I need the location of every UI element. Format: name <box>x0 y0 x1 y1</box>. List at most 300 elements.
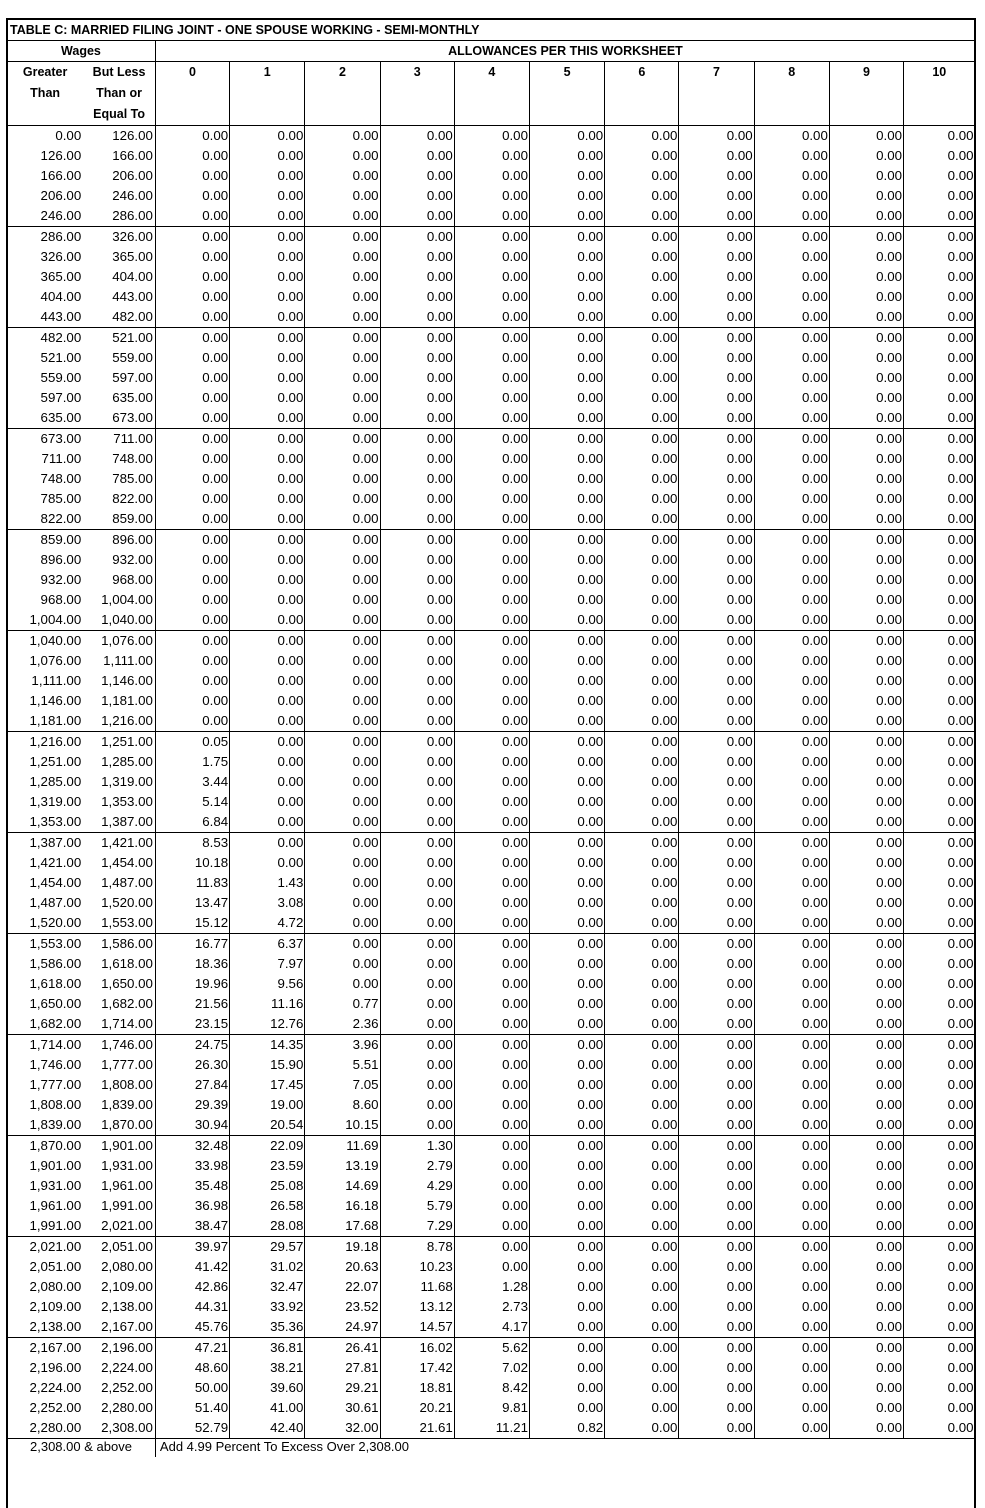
allowance-value-cell: 0.00 <box>529 772 604 792</box>
title-row <box>7 19 975 41</box>
allowance-value-cell: 0.00 <box>230 368 305 388</box>
allowance-value-cell: 0.00 <box>754 348 829 368</box>
allowance-value-cell: 0.00 <box>829 752 903 772</box>
allowance-value-cell: 0.00 <box>829 368 903 388</box>
allowance-value-cell: 0.00 <box>380 408 454 429</box>
wage-greater-than-cell: 2,109.00 <box>29 1299 82 1314</box>
table-row <box>7 590 975 610</box>
allowance-value-cell: 0.00 <box>529 267 604 287</box>
wage-greater-than-cell: 1,319.00 <box>29 794 82 809</box>
table-row <box>7 247 975 267</box>
wage-less-than-cell: 126.00 <box>83 126 155 147</box>
allowance-value-cell: 0.00 <box>754 711 829 732</box>
wage-greater-than-cell: 2,051.00 <box>29 1259 82 1274</box>
allowance-value-cell: 0.00 <box>305 530 380 551</box>
allowance-value-cell: 0.00 <box>904 530 975 551</box>
wage-less-than-cell: 785.00 <box>83 469 155 489</box>
allowance-value-cell: 0.00 <box>454 287 529 307</box>
allowance-value-cell: 0.00 <box>529 1156 604 1176</box>
wage-less-than-cell: 2,280.00 <box>83 1398 155 1418</box>
allowance-value-cell: 0.00 <box>305 853 380 873</box>
wage-less-than-cell: 559.00 <box>83 348 155 368</box>
allowance-value-cell: 0.00 <box>679 408 754 429</box>
allowance-value-cell: 7.05 <box>305 1075 380 1095</box>
allowance-value-cell: 0.00 <box>230 732 305 753</box>
allowance-value-cell: 0.00 <box>380 267 454 287</box>
allowance-value-cell: 27.84 <box>155 1075 229 1095</box>
allowance-value-cell: 0.00 <box>454 873 529 893</box>
allowance-value-cell: 7.29 <box>380 1216 454 1237</box>
allowance-value-cell: 0.00 <box>380 812 454 833</box>
allowance-value-cell: 0.00 <box>904 1196 975 1216</box>
allowance-value-cell: 0.00 <box>904 146 975 166</box>
wage-greater-than-cell: 1,520.00 <box>7 913 83 934</box>
allowance-value-cell: 16.02 <box>380 1338 454 1359</box>
allowance-value-cell: 20.21 <box>380 1398 454 1418</box>
allowance-value-cell: 0.00 <box>155 671 229 691</box>
table-row <box>7 1095 975 1115</box>
allowance-value-cell: 0.00 <box>529 1358 604 1378</box>
allowance-value-cell: 9.56 <box>230 974 305 994</box>
allowance-value-cell: 0.00 <box>305 792 380 812</box>
allowance-value-cell: 0.00 <box>679 570 754 590</box>
allowance-value-cell: 11.16 <box>230 994 305 1014</box>
allowance-value-cell: 0.00 <box>305 913 380 934</box>
allowance-value-cell: 0.00 <box>380 146 454 166</box>
allowance-value-cell: 0.00 <box>454 590 529 610</box>
wage-less-than-cell: 1,146.00 <box>83 671 155 691</box>
allowance-value-cell: 0.00 <box>605 1176 679 1196</box>
table-row <box>7 1277 975 1297</box>
allowance-value-cell: 0.00 <box>754 1136 829 1157</box>
allowance-value-cell: 0.00 <box>829 530 903 551</box>
allowance-value-cell: 0.00 <box>380 469 454 489</box>
wage-greater-than-cell: 859.00 <box>40 532 82 547</box>
allowance-value-cell: 2.73 <box>454 1297 529 1317</box>
wage-greater-than-cell: 1,076.00 <box>29 653 82 668</box>
allowance-value-cell: 0.00 <box>605 1055 679 1075</box>
wage-less-than-cell: 1,454.00 <box>83 853 155 873</box>
wage-less-than-cell: 673.00 <box>83 408 155 429</box>
allowance-value-cell: 0.00 <box>605 954 679 974</box>
allowance-value-cell: 0.00 <box>754 873 829 893</box>
allowance-value-cell: 0.00 <box>829 287 903 307</box>
allowance-value-cell: 0.00 <box>380 328 454 349</box>
wage-greater-than-cell: 521.00 <box>40 350 82 365</box>
allowance-value-cell: 39.60 <box>230 1378 305 1398</box>
wage-greater-than-cell: 597.00 <box>40 390 82 405</box>
allowance-value-cell: 0.00 <box>829 853 903 873</box>
allowance-value-cell: 0.00 <box>230 287 305 307</box>
allowance-value-cell: 0.00 <box>754 1216 829 1237</box>
allowance-value-cell: 41.00 <box>230 1398 305 1418</box>
wage-less-than-cell: 1,251.00 <box>83 732 155 753</box>
allowance-value-cell: 0.00 <box>754 994 829 1014</box>
table-row <box>7 1317 975 1338</box>
allowance-value-cell: 0.00 <box>230 408 305 429</box>
allowance-value-cell: 0.00 <box>380 550 454 570</box>
allowance-value-cell: 0.00 <box>605 348 679 368</box>
allowance-value-cell: 17.42 <box>380 1358 454 1378</box>
allowance-value-cell: 0.00 <box>754 509 829 530</box>
wage-greater-than-cell: 1,251.00 <box>29 754 82 769</box>
allowance-value-cell: 0.00 <box>305 651 380 671</box>
allowance-value-cell: 0.00 <box>454 206 529 227</box>
allowance-value-cell: 0.00 <box>904 1398 975 1418</box>
allowance-value-cell: 0.00 <box>829 1398 903 1418</box>
allowance-value-cell: 0.00 <box>754 752 829 772</box>
allowance-value-cell: 0.00 <box>155 388 229 408</box>
table-row <box>7 752 975 772</box>
wage-less-than-cell: 2,167.00 <box>83 1317 155 1338</box>
table-row <box>7 1398 975 1418</box>
allowance-value-cell: 0.00 <box>904 631 975 652</box>
allowance-value-cell: 0.00 <box>904 853 975 873</box>
allowance-value-cell: 0.00 <box>904 994 975 1014</box>
allowance-value-cell: 20.63 <box>305 1257 380 1277</box>
allowance-value-cell: 10.23 <box>380 1257 454 1277</box>
allowance-value-cell: 14.69 <box>305 1176 380 1196</box>
wage-less-than-cell: 1,961.00 <box>83 1176 155 1196</box>
allowance-value-cell: 0.00 <box>904 1257 975 1277</box>
table-row <box>7 1216 975 1237</box>
table-row <box>7 1055 975 1075</box>
allowance-value-cell: 0.00 <box>454 691 529 711</box>
allowance-value-cell: 0.00 <box>679 1398 754 1418</box>
allowance-value-cell: 0.00 <box>754 1257 829 1277</box>
allowance-value-cell: 0.00 <box>454 934 529 955</box>
allowance-value-cell: 0.00 <box>679 469 754 489</box>
allowance-value-cell: 0.00 <box>904 1115 975 1136</box>
wage-greater-than-cell: 1,454.00 <box>29 875 82 890</box>
allowance-value-cell: 0.00 <box>904 126 975 147</box>
allowance-value-cell: 38.21 <box>230 1358 305 1378</box>
allowance-value-cell: 0.00 <box>829 227 903 248</box>
allowance-value-cell: 18.36 <box>155 954 229 974</box>
allowance-value-cell: 0.00 <box>305 126 380 147</box>
allowance-value-cell: 0.00 <box>829 812 903 833</box>
table-row <box>7 1257 975 1277</box>
wage-less-than-cell: 1,004.00 <box>83 590 155 610</box>
allowance-value-cell: 0.00 <box>904 1378 975 1398</box>
allowance-value-cell: 21.61 <box>380 1418 454 1439</box>
allowance-value-cell: 0.00 <box>529 146 604 166</box>
allowance-value-cell: 0.00 <box>679 1115 754 1136</box>
allowance-value-cell: 8.60 <box>305 1095 380 1115</box>
allowance-value-cell: 0.00 <box>679 1095 754 1115</box>
allowance-value-cell: 0.00 <box>605 1237 679 1258</box>
wage-less-than-cell: 482.00 <box>83 307 155 328</box>
allowance-value-cell: 10.18 <box>155 853 229 873</box>
wage-greater-than-cell: 1,618.00 <box>29 976 82 991</box>
allowance-value-cell: 0.00 <box>605 328 679 349</box>
allowance-value-cell: 0.00 <box>380 1014 454 1035</box>
allowance-value-cell: 0.00 <box>904 590 975 610</box>
allowance-value-cell: 0.00 <box>605 449 679 469</box>
table-row <box>7 833 975 854</box>
allowance-value-cell: 0.00 <box>605 227 679 248</box>
allowance-value-cell: 26.30 <box>155 1055 229 1075</box>
allowance-value-cell: 0.00 <box>904 368 975 388</box>
wage-less-than-cell: 443.00 <box>83 287 155 307</box>
allowance-value-cell: 0.00 <box>679 1237 754 1258</box>
wage-greater-than-cell: 1,746.00 <box>29 1057 82 1072</box>
allowance-value-cell: 0.00 <box>529 1277 604 1297</box>
allowance-value-cell: 0.00 <box>380 368 454 388</box>
allowance-value-cell: 0.00 <box>454 408 529 429</box>
allowance-value-cell: 0.00 <box>305 732 380 753</box>
allowance-value-cell: 0.00 <box>454 1035 529 1056</box>
wage-greater-than-cell: 1,387.00 <box>29 835 82 850</box>
allowance-value-cell: 0.00 <box>829 348 903 368</box>
allowance-value-cell: 0.00 <box>605 1297 679 1317</box>
allowance-value-cell: 0.00 <box>754 126 829 147</box>
allowance-value-cell: 0.00 <box>305 671 380 691</box>
allowance-value-cell: 0.00 <box>829 1418 903 1439</box>
allowance-value-cell: 0.00 <box>679 711 754 732</box>
allowance-value-cell: 0.00 <box>754 913 829 934</box>
allowance-value-cell: 0.00 <box>230 530 305 551</box>
allowance-value-cell: 15.90 <box>230 1055 305 1075</box>
table-row <box>7 853 975 873</box>
allowance-value-cell: 0.00 <box>230 348 305 368</box>
allowance-value-cell: 0.00 <box>380 590 454 610</box>
allowance-value-cell: 0.00 <box>829 469 903 489</box>
allowance-value-cell: 0.00 <box>454 1014 529 1035</box>
allowance-value-cell: 0.00 <box>754 328 829 349</box>
allowance-value-cell: 0.00 <box>605 671 679 691</box>
allowance-value-cell: 0.00 <box>380 489 454 509</box>
allowance-value-cell: 0.00 <box>454 1115 529 1136</box>
allowance-value-cell: 0.00 <box>529 1378 604 1398</box>
allowance-value-cell: 0.00 <box>605 913 679 934</box>
allowance-value-cell: 0.00 <box>904 328 975 349</box>
allowance-value-cell: 0.00 <box>605 732 679 753</box>
allowance-value-cell: 22.07 <box>305 1277 380 1297</box>
allowance-value-cell: 0.00 <box>380 651 454 671</box>
allowance-value-cell: 0.00 <box>679 772 754 792</box>
wage-greater-than-cell: 2,224.00 <box>29 1380 82 1395</box>
wage-less-than-cell: 1,076.00 <box>83 631 155 652</box>
allowance-value-cell: 0.00 <box>679 873 754 893</box>
col-header-allowance-3: 3 <box>380 62 454 126</box>
allowance-value-cell: 0.00 <box>230 631 305 652</box>
allowance-value-cell: 0.00 <box>754 631 829 652</box>
allowance-value-cell: 0.00 <box>829 408 903 429</box>
allowance-value-cell: 0.00 <box>605 469 679 489</box>
allowance-value-cell: 0.00 <box>529 671 604 691</box>
table-row <box>7 994 975 1014</box>
table-row <box>7 1014 975 1035</box>
allowance-value-cell: 0.00 <box>380 1035 454 1056</box>
allowance-value-cell: 16.77 <box>155 934 229 955</box>
table-row <box>7 1418 975 1439</box>
table-row <box>7 651 975 671</box>
allowance-value-cell: 0.00 <box>605 772 679 792</box>
allowance-value-cell: 0.00 <box>904 1338 975 1359</box>
allowance-value-cell: 0.00 <box>754 1095 829 1115</box>
allowance-value-cell: 0.00 <box>754 954 829 974</box>
allowance-value-cell: 0.00 <box>529 186 604 206</box>
allowance-value-cell: 0.00 <box>380 833 454 854</box>
allowance-value-cell: 3.44 <box>155 772 229 792</box>
allowance-value-cell: 0.00 <box>679 530 754 551</box>
allowance-value-cell: 0.00 <box>904 651 975 671</box>
allowance-value-cell: 0.00 <box>155 328 229 349</box>
allowance-value-cell: 0.00 <box>605 974 679 994</box>
allowance-value-cell: 0.00 <box>605 206 679 227</box>
allowance-value-cell: 0.00 <box>454 307 529 328</box>
allowance-value-cell: 47.21 <box>155 1338 229 1359</box>
allowance-value-cell: 0.00 <box>305 812 380 833</box>
allowance-value-cell: 0.00 <box>829 772 903 792</box>
allowance-value-cell: 0.00 <box>829 1277 903 1297</box>
allowance-value-cell: 0.00 <box>380 691 454 711</box>
allowance-value-cell: 0.00 <box>454 1257 529 1277</box>
wage-greater-than-cell: 1,931.00 <box>29 1178 82 1193</box>
allowance-value-cell: 0.00 <box>155 489 229 509</box>
allowance-value-cell: 0.00 <box>904 772 975 792</box>
allowance-value-cell: 0.00 <box>679 449 754 469</box>
allowance-value-cell: 0.00 <box>230 610 305 631</box>
allowance-value-cell: 0.00 <box>904 732 975 753</box>
allowance-value-cell: 0.00 <box>529 489 604 509</box>
allowance-value-cell: 4.29 <box>380 1176 454 1196</box>
allowance-value-cell: 0.00 <box>754 388 829 408</box>
allowance-value-cell: 23.15 <box>155 1014 229 1035</box>
allowance-value-cell: 0.00 <box>230 812 305 833</box>
allowance-value-cell: 0.00 <box>305 166 380 186</box>
allowance-value-cell: 13.47 <box>155 893 229 913</box>
allowance-value-cell: 0.00 <box>230 429 305 450</box>
allowance-value-cell: 0.00 <box>605 186 679 206</box>
allowance-value-cell: 0.00 <box>454 166 529 186</box>
allowance-value-cell: 19.18 <box>305 1237 380 1258</box>
allowance-value-cell: 0.00 <box>605 429 679 450</box>
allowance-value-cell: 0.00 <box>904 429 975 450</box>
allowance-value-cell: 0.00 <box>829 206 903 227</box>
allowance-value-cell: 0.00 <box>529 1338 604 1359</box>
allowance-value-cell: 0.00 <box>679 489 754 509</box>
allowance-value-cell: 28.08 <box>230 1216 305 1237</box>
allowance-value-cell: 0.00 <box>380 792 454 812</box>
allowance-value-cell: 0.00 <box>829 429 903 450</box>
table-row <box>7 509 975 530</box>
allowance-value-cell: 24.75 <box>155 1035 229 1056</box>
allowance-value-cell: 0.00 <box>754 1156 829 1176</box>
allowance-value-cell: 0.00 <box>904 610 975 631</box>
allowance-value-cell: 0.00 <box>454 752 529 772</box>
allowance-value-cell: 0.00 <box>529 974 604 994</box>
table-row <box>7 550 975 570</box>
allowance-value-cell: 0.00 <box>380 954 454 974</box>
allowance-value-cell: 0.00 <box>380 994 454 1014</box>
allowance-value-cell: 0.00 <box>679 146 754 166</box>
wage-greater-than-cell: 2,280.00 <box>7 1418 83 1439</box>
allowance-value-cell: 0.00 <box>529 934 604 955</box>
allowance-value-cell: 11.69 <box>305 1136 380 1157</box>
table-row <box>7 1358 975 1378</box>
allowance-value-cell: 0.00 <box>829 449 903 469</box>
allowance-value-cell: 0.00 <box>904 1237 975 1258</box>
allowances-header: ALLOWANCES PER THIS WORKSHEET <box>155 41 975 62</box>
allowance-value-cell: 0.00 <box>305 186 380 206</box>
wage-less-than-cell: 1,870.00 <box>83 1115 155 1136</box>
allowance-value-cell: 0.00 <box>904 711 975 732</box>
allowance-value-cell: 0.00 <box>380 671 454 691</box>
allowance-value-cell: 52.79 <box>155 1418 229 1439</box>
allowance-value-cell: 0.00 <box>155 711 229 732</box>
allowance-value-cell: 0.00 <box>380 1115 454 1136</box>
allowance-value-cell: 0.00 <box>380 307 454 328</box>
allowance-value-cell: 4.17 <box>454 1317 529 1338</box>
allowance-value-cell: 0.00 <box>230 227 305 248</box>
allowance-value-cell: 0.00 <box>754 893 829 913</box>
allowance-value-cell: 0.00 <box>529 126 604 147</box>
allowance-value-cell: 0.00 <box>829 590 903 610</box>
allowance-value-cell: 0.00 <box>829 934 903 955</box>
allowance-value-cell: 0.00 <box>754 974 829 994</box>
allowance-value-cell: 0.00 <box>529 873 604 893</box>
allowance-value-cell: 0.00 <box>380 166 454 186</box>
allowance-value-cell: 0.00 <box>605 691 679 711</box>
allowance-value-cell: 0.00 <box>754 469 829 489</box>
table-row <box>7 368 975 388</box>
allowance-value-cell: 0.00 <box>155 530 229 551</box>
allowance-value-cell: 0.00 <box>829 1055 903 1075</box>
allowance-value-cell: 0.00 <box>679 1358 754 1378</box>
allowance-value-cell: 0.00 <box>155 590 229 610</box>
allowance-value-cell: 0.00 <box>829 610 903 631</box>
allowance-value-cell: 50.00 <box>155 1378 229 1398</box>
allowance-value-cell: 0.00 <box>155 247 229 267</box>
wage-less-than-cell: 1,808.00 <box>83 1075 155 1095</box>
wage-less-than-cell: 404.00 <box>83 267 155 287</box>
wage-less-than-cell: 1,991.00 <box>83 1196 155 1216</box>
allowance-value-cell: 0.00 <box>605 1196 679 1216</box>
wage-greater-than-cell: 404.00 <box>40 289 82 304</box>
allowance-value-cell: 0.00 <box>305 711 380 732</box>
allowance-value-cell: 0.00 <box>454 974 529 994</box>
allowance-value-cell: 0.00 <box>605 146 679 166</box>
allowance-value-cell: 0.00 <box>454 732 529 753</box>
wage-greater-than-cell: 1,991.00 <box>7 1216 83 1237</box>
allowance-value-cell: 0.00 <box>454 772 529 792</box>
wage-greater-than-cell: 968.00 <box>40 592 82 607</box>
allowance-value-cell: 0.00 <box>380 227 454 248</box>
allowance-value-cell: 0.00 <box>904 934 975 955</box>
allowance-value-cell: 0.00 <box>305 328 380 349</box>
allowance-value-cell: 17.68 <box>305 1216 380 1237</box>
allowance-value-cell: 0.00 <box>605 267 679 287</box>
allowance-value-cell: 0.00 <box>679 186 754 206</box>
wage-less-than-cell: 1,714.00 <box>83 1014 155 1035</box>
allowance-value-cell: 0.00 <box>454 631 529 652</box>
allowance-value-cell: 0.00 <box>904 267 975 287</box>
allowance-value-cell: 0.00 <box>904 671 975 691</box>
allowance-value-cell: 41.42 <box>155 1257 229 1277</box>
wage-greater-than-cell: 1,961.00 <box>29 1198 82 1213</box>
allowance-value-cell: 0.00 <box>529 1055 604 1075</box>
allowance-value-cell: 30.61 <box>305 1398 380 1418</box>
allowance-value-cell: 0.00 <box>230 166 305 186</box>
allowance-value-cell: 0.00 <box>605 1277 679 1297</box>
wage-greater-than-cell: 1,146.00 <box>29 693 82 708</box>
allowance-value-cell: 0.00 <box>605 1317 679 1338</box>
allowance-value-cell: 0.00 <box>230 853 305 873</box>
allowance-value-cell: 0.00 <box>529 509 604 530</box>
wage-less-than-cell: 896.00 <box>83 530 155 551</box>
